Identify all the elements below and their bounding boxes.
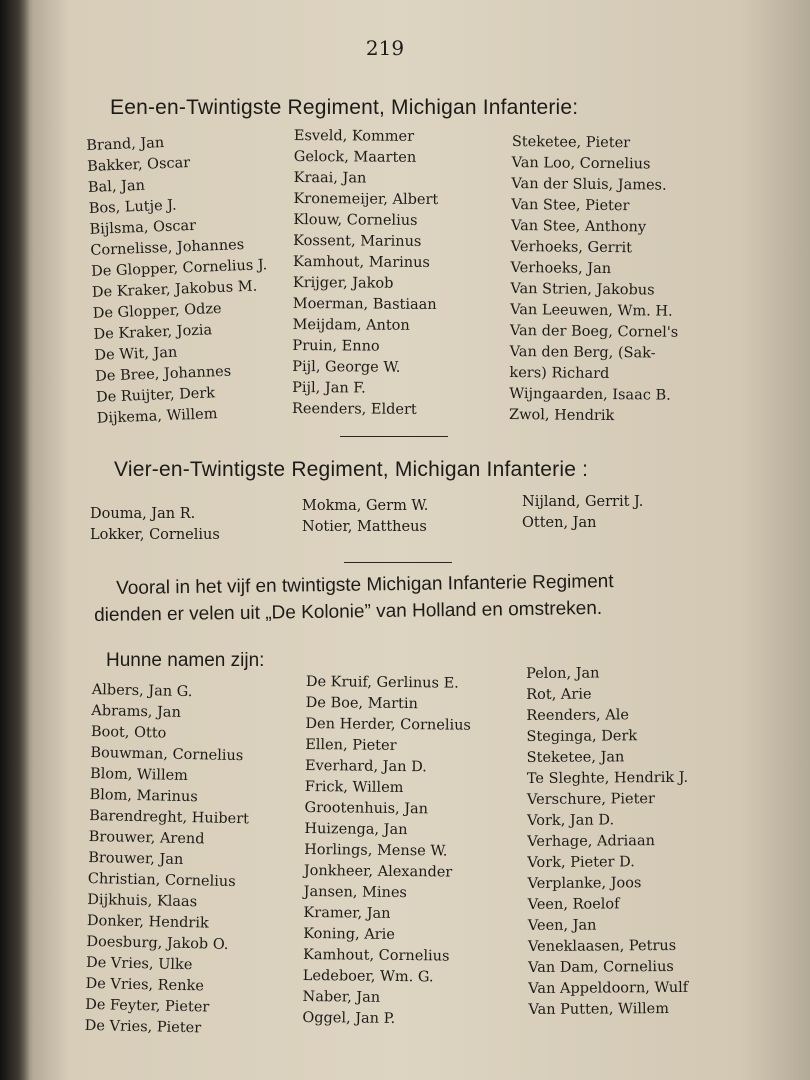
name-entry: Jonkheer, Alexander [303, 862, 453, 881]
name-entry: De Vries, Pieter [84, 1017, 202, 1037]
name-entry: Pruin, Enno [292, 337, 380, 355]
name-entry: Van den Berg, (Sak- [509, 343, 656, 362]
name-entry: Brouwer, Jan [88, 849, 184, 868]
name-entry: De Glopper, Cornelius J. [90, 257, 268, 280]
book-spine-shadow [0, 0, 30, 1080]
name-entry: Naber, Jan [302, 988, 381, 1006]
name-entry: De Boe, Martin [305, 694, 418, 713]
name-entry: De Bree, Johannes [94, 363, 232, 385]
name-entry: Te Sleghte, Hendrik J. [526, 769, 689, 787]
name-entry: Otten, Jan [522, 515, 597, 531]
name-entry: Mokma, Germ W. [302, 498, 429, 514]
name-entry: Klouw, Cornelius [293, 211, 418, 229]
section-heading-21st-regiment: Een-en-Twintigste Regiment, Michigan Infanterie: [110, 96, 579, 119]
page-number: 219 [365, 36, 405, 60]
name-entry: Reenders, Ale [526, 707, 629, 724]
name-entry: De Kraker, Jakobus M. [91, 278, 258, 301]
name-entry: Van Stee, Pieter [511, 196, 630, 215]
name-column-2 [302, 672, 471, 1031]
name-entry: Esveld, Kommer [293, 127, 415, 145]
name-entry: Van Loo, Cornelius [511, 154, 651, 173]
name-entry: Kossent, Marinus [293, 232, 422, 250]
name-entry: De Kruif, Gerlinus E. [305, 673, 459, 692]
name-entry: Krijger, Jakob [292, 274, 394, 292]
name-column-1 [86, 129, 273, 430]
name-entry: Steketee, Pieter [511, 133, 631, 152]
name-entry: Zwol, Hendrik [508, 406, 615, 425]
name-entry: Bouwman, Cornelius [90, 744, 244, 765]
name-column-2 [302, 496, 428, 538]
name-column-3 [509, 132, 680, 428]
name-entry: De Vries, Ulke [85, 954, 193, 974]
name-entry: Doesburg, Jakob O. [86, 933, 229, 953]
name-entry: Van Stee, Anthony [510, 217, 647, 236]
name-entry: Oggel, Jan P. [302, 1009, 396, 1027]
name-entry: De Feyter, Pieter [85, 996, 210, 1016]
name-entry: Gelock, Maarten [293, 148, 417, 166]
name-entry: Kramer, Jan [303, 904, 391, 922]
name-entry: Van Dam, Cornelius [528, 958, 674, 976]
name-entry: Van Strien, Jakobus [510, 280, 655, 299]
name-entry: Albers, Jan G. [91, 681, 193, 701]
name-entry: Moerman, Bastiaan [292, 295, 437, 313]
name-entry: Jansen, Mines [303, 883, 408, 902]
section-heading-24th-regiment: Vier-en-Twintigste Regiment, Michigan Infanterie : [114, 458, 589, 481]
name-entry: Donker, Hendrik [86, 912, 209, 932]
name-entry: Brouwer, Arend [88, 828, 205, 848]
name-entry: Kronemeijer, Albert [293, 190, 439, 209]
name-entry: Reenders, Eldert [291, 400, 417, 418]
name-entry: Verhage, Adriaan [527, 833, 655, 850]
name-column-2 [292, 126, 439, 421]
name-entry: Abrams, Jan [91, 702, 182, 721]
name-entry: Ellen, Pieter [305, 736, 397, 754]
name-entry: Den Herder, Cornelius [305, 715, 471, 734]
name-entry: Dijkema, Willem [96, 406, 218, 427]
name-column-1 [90, 504, 220, 546]
name-entry: Veneklaasen, Petrus [527, 937, 677, 955]
name-column-3 [522, 492, 643, 534]
name-column-1 [85, 680, 252, 1040]
name-entry: Christian, Cornelius [87, 870, 236, 891]
name-entry: Wijngaarden, Isaac B. [509, 385, 671, 404]
name-entry: Boot, Otto [90, 723, 167, 742]
name-entry: Blom, Marinus [89, 786, 198, 806]
name-entry: Bal, Jan [87, 177, 146, 196]
name-entry: Van der Boeg, Cornel's [509, 322, 679, 341]
divider-rule [344, 562, 452, 563]
name-entry: Van Leeuwen, Wm. H. [510, 301, 673, 320]
name-entry: Verhoeks, Gerrit [510, 238, 633, 257]
name-entry: Kamhout, Cornelius [302, 946, 450, 965]
name-entry: Verschure, Pieter [526, 791, 655, 808]
name-entry: Rot, Arie [526, 686, 592, 703]
name-entry: Bos, Lutje J. [88, 197, 177, 217]
name-entry: Verhoeks, Jan [510, 259, 612, 278]
name-entry: Meijdam, Anton [292, 316, 410, 334]
name-entry: Dijkhuis, Klaas [87, 891, 198, 911]
name-entry: Lokker, Cornelius [90, 527, 220, 543]
name-entry: Ledeboer, Wm. G. [302, 967, 434, 986]
name-entry: Horlings, Mense W. [304, 841, 448, 860]
intro-text-line: Vooral in het vijf en twintigste Michigan Infanterie Regiment [116, 571, 614, 599]
name-entry: Kamhout, Marinus [292, 253, 430, 271]
name-entry: Pelon, Jan [526, 665, 600, 682]
name-entry: Douma, Jan R. [90, 506, 196, 522]
name-entry: Vork, Pieter D. [527, 854, 635, 871]
name-entry: kers) Richard [509, 364, 610, 383]
name-entry: De Glopper, Odze [92, 300, 222, 322]
name-entry: Blom, Willem [89, 765, 189, 785]
name-entry: Brand, Jan [86, 135, 165, 154]
name-entry: Koning, Arie [303, 925, 395, 943]
name-entry: Pijl, George W. [292, 358, 401, 376]
name-entry: Van Appeldoorn, Wulf [528, 979, 689, 997]
name-entry: Nijland, Gerrit J. [522, 494, 644, 510]
intro-text-line: dienden er velen uit „De Kolonie” van Holland en omstreken. [94, 597, 603, 626]
name-entry: De Wit, Jan [94, 344, 178, 364]
name-entry: Everhard, Jan D. [304, 757, 427, 776]
name-entry: Grootenhuis, Jan [304, 799, 429, 818]
intro-text-line: Hunne namen zijn: [106, 650, 265, 671]
name-entry: Bijlsma, Oscar [89, 217, 197, 238]
name-entry: Huizenga, Jan [304, 820, 408, 839]
name-entry: De Ruijter, Derk [95, 385, 216, 406]
name-entry: De Vries, Renke [85, 975, 205, 995]
name-entry: Frick, Willem [304, 778, 404, 797]
name-entry: Notier, Mattheus [302, 519, 427, 535]
name-entry: Bakker, Oscar [86, 155, 191, 175]
name-entry: Steketee, Jan [526, 749, 625, 766]
name-column-3 [526, 663, 690, 1021]
divider-rule [340, 436, 448, 437]
name-entry: Cornelisse, Johannes [90, 237, 245, 259]
name-entry: Van Putten, Willem [528, 1001, 669, 1018]
name-entry: Verplanke, Joos [527, 875, 642, 892]
name-entry: Van der Sluis, James. [511, 175, 667, 194]
name-entry: Vork, Jan D. [527, 812, 615, 829]
name-entry: Steginga, Derk [526, 728, 638, 745]
name-entry: Veen, Roelof [527, 896, 620, 913]
name-entry: Barendreght, Huibert [88, 807, 250, 828]
name-entry: Veen, Jan [527, 917, 597, 934]
name-entry: Kraai, Jan [293, 169, 367, 187]
name-entry: Pijl, Jan F. [292, 379, 366, 397]
name-entry: De Kraker, Jozia [93, 322, 213, 343]
